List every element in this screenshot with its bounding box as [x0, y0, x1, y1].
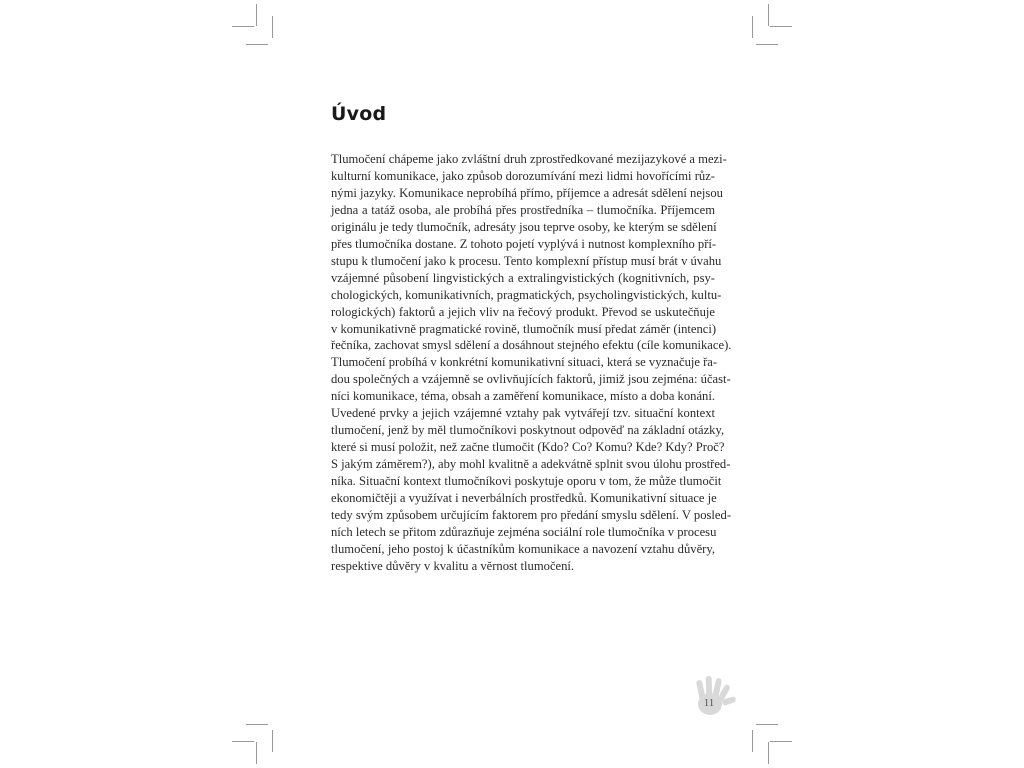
text-line: přes tlumočníka dostane. Z tohoto pojetí vyplývá i nutnost komplexního pří-	[331, 236, 717, 251]
crop-mark	[752, 16, 753, 38]
crop-mark	[768, 4, 769, 26]
crop-mark	[246, 44, 268, 45]
crop-mark	[232, 741, 254, 742]
crop-mark	[246, 724, 268, 725]
section-heading: Úvod	[331, 103, 387, 125]
text-line: stupu k tlumočení jako k procesu. Tento komplexní přístup musí brát v úvahu	[331, 253, 722, 268]
text-line: vzájemné působení lingvistických a extralingvistických (kognitivních, psy-	[331, 270, 715, 285]
text-line: kulturní komunikace, jako způsob dorozumívání mezi lidmi hovořícími růz-	[331, 168, 715, 183]
text-line: níka. Situační kontext tlumočníkovi poskytuje oporu v tom, že může tlumočit	[331, 474, 722, 489]
text-line: dou společných a vzájemně se ovlivňujících faktorů, jimiž jsou zejména: účast-	[331, 372, 731, 387]
crop-mark	[756, 724, 778, 725]
text-line: tedy svým způsobem určujícím faktorem pro předání smyslu sdělení. V posled-	[331, 508, 732, 523]
text-line: nými jazyky. Komunikace neprobíhá přímo, příjemce a adresát sdělení nejsou	[331, 185, 723, 200]
text-line: které si musí položit, než začne tlumočit (Kdo? Co? Komu? Kde? Kdy? Proč?	[331, 440, 725, 455]
text-line: níci komunikace, téma, obsah a zaměření komunikace, místo a doba konání.	[331, 389, 715, 404]
text-line: chologických, komunikativních, pragmatických, psycholingvistických, kultu-	[331, 287, 722, 302]
text-line: respektive důvěry v kvalitu a věrnost tlumočení.	[331, 558, 575, 573]
crop-mark	[768, 742, 769, 764]
text-line: řečníka, zachovat smysl sdělení a dosáhnout stejného efektu (cíle komunikace).	[331, 338, 732, 353]
text-line: ních letech se přitom zdůrazňuje zejména sociální role tlumočníka v procesu	[331, 524, 717, 539]
crop-mark	[770, 26, 792, 27]
crop-mark	[272, 730, 273, 752]
text-line: S jakým záměrem?), aby mohl kvalitně a adekvátně splnit svou úlohu prostřed-	[331, 457, 731, 472]
crop-mark	[756, 44, 778, 45]
text-line: Tlumočení chápeme jako zvláštní druh zprostředkované mezijazykové a mezi-	[331, 152, 727, 166]
page-number: 11	[703, 697, 715, 709]
text-line: tlumočení, jeho postoj k účastníkům komunikace a navození vztahu důvěry,	[331, 541, 715, 556]
text-line: jedna a tatáž osoba, ale probíhá přes prostředníka – tlumočníka. Příjemcem	[331, 202, 715, 217]
text-line: Uvedené prvky a jejich vzájemné vztahy pak vytvářejí tzv. situační kontext	[331, 406, 715, 421]
crop-mark	[752, 730, 753, 752]
crop-mark	[770, 741, 792, 742]
text-line: originálu je tedy tlumočník, adresáty jsou teprve osoby, ke kterým se sdělení	[331, 219, 717, 234]
crop-mark	[232, 26, 254, 27]
crop-mark	[272, 16, 273, 38]
crop-mark	[256, 742, 257, 764]
body-paragraph	[331, 151, 732, 575]
crop-mark	[256, 4, 257, 26]
text-line: ekonomičtěji a využívat i neverbálních prostředků. Komunikativní situace je	[331, 491, 717, 506]
hand-icon	[690, 672, 738, 720]
text-line: tlumočení, jenž by měl tlumočníkovi poskytnout odpověď na základní otázky,	[331, 423, 725, 438]
text-line: v komunikativně pragmatické rovině, tlumočník musí předat záměr (intenci)	[331, 321, 717, 336]
text-line: rologických) faktorů a jejich vliv na řečový produkt. Převod se uskutečňuje	[331, 304, 715, 319]
text-line: Tlumočení probíhá v konkrétní komunikativní situaci, která se vyznačuje řa-	[331, 355, 718, 370]
